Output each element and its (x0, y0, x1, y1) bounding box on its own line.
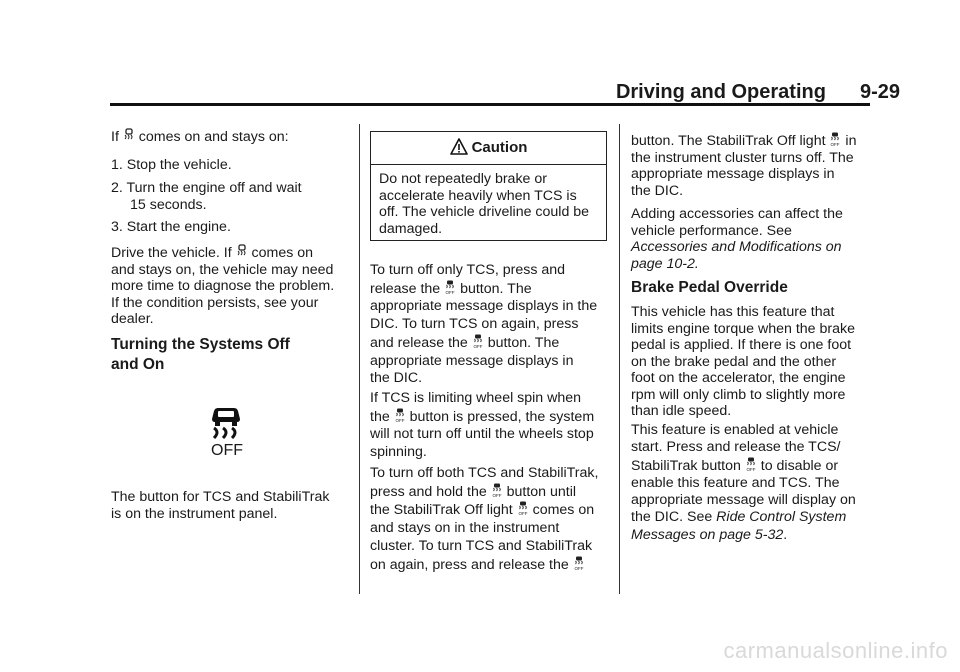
tcs-off-button-icon (445, 280, 455, 295)
tcs-off-button-icon (492, 483, 502, 498)
column-divider-right (619, 124, 620, 594)
off-label: OFF (211, 442, 243, 459)
step-1: 1. Stop the vehicle. (111, 157, 232, 173)
stabilitrak-off-light-icon (830, 132, 840, 147)
section-heading-systems-off: Turning the Systems Off and On (111, 336, 290, 373)
warning-triangle-icon (450, 135, 468, 152)
column-divider-left (359, 124, 360, 594)
page-number: 9-29 (859, 81, 900, 103)
paragraph-turn-off-both: To turn off both TCS and StabiliTrak, press and hold the OFF button until the StabiliTrak Off light OFF comes on and stays on in the instrument cluster. To turn TCS and StabiliTrak on again, press and release the OFF (370, 465, 599, 573)
paragraph-warning-light: If comes on and stays on: (111, 129, 289, 145)
section-title: Driving and Operating (615, 81, 826, 103)
paragraph-brake-override: This vehicle has this feature that limits engine torque when the brake pedal is applied. If there is one foot on the brake pedal and the other foot on the accelerator, the engine rpm will only climb to slightly more than idle speed. (631, 304, 855, 419)
tcs-off-button-icon (746, 457, 756, 472)
tcs-off-button-icon (473, 334, 483, 349)
svg-text:OFF: OFF (746, 466, 756, 472)
link-page-5-32[interactable]: Messages on page 5-32 (631, 526, 784, 543)
svg-text:OFF: OFF (473, 343, 483, 349)
section-heading-brake-override: Brake Pedal Override (631, 279, 788, 296)
paragraph-feature-enabled: This feature is enabled at vehicle start. Press and release the TCS/ StabiliTrak button OFF to disable or enable this feature and TCS. The appropriate message will display on the DIC. See Ride Control System Messages on page 5-32. (631, 422, 856, 543)
paragraph-accessories: Adding accessories can affect the vehicle performance. See Accessories and Modifications on page 10-2. (631, 206, 843, 272)
paragraph-light-turns-off: button. The StabiliTrak Off light OFF in the instrument cluster turns off. The appropriate message displays in the DIC. (631, 133, 857, 199)
header-rule (110, 103, 870, 106)
tcs-off-button-icon (574, 556, 584, 571)
caution-header (371, 132, 606, 165)
link-ride-control[interactable]: Ride Control System (716, 509, 847, 526)
paragraph-turn-off-tcs: To turn off only TCS, press and release the OFF button. The appropriate message displays in the DIC. To turn TCS on again, press and release the OFF button. The appropriate message displays in the DIC. (370, 262, 598, 387)
paragraph-drive-vehicle: Drive the vehicle. If comes on and stays on, the vehicle may need more time to diagnose the problem. If the condition persists, see your dealer. (111, 245, 335, 327)
link-page-10-2[interactable]: page 10-2. (631, 255, 699, 272)
watermark: carmanualsonline.info (723, 638, 948, 663)
stabilitrak-off-icon (209, 405, 243, 441)
paragraph-wheel-spin: If TCS is limiting wheel spin when the OFF button is pressed, the system will not turn off until the wheels stop spinning. (370, 390, 595, 461)
caution-text: Do not repeatedly brake or accelerate heavily when TCS is off. The vehicle driveline could be damaged. (379, 171, 590, 237)
caution-box (370, 131, 607, 241)
traction-control-icon (124, 128, 134, 143)
svg-text:OFF: OFF (395, 417, 405, 423)
link-accessories[interactable]: Accessories and Modifications on (631, 239, 842, 255)
svg-text:OFF: OFF (830, 142, 840, 147)
page-header (600, 81, 900, 104)
svg-text:OFF: OFF (492, 492, 502, 498)
paragraph-button-location: The button for TCS and StabiliTrak is on the instrument panel. (111, 489, 330, 522)
svg-text:OFF: OFF (574, 565, 584, 571)
step-2: 2. Turn the engine off and wait 15 seconds. (111, 180, 302, 213)
step-3: 3. Start the engine. (111, 219, 231, 235)
svg-text:OFF: OFF (445, 289, 455, 295)
svg-text:OFF: OFF (518, 511, 528, 517)
caution-title: Caution (471, 139, 528, 156)
traction-control-icon (237, 244, 247, 259)
tcs-off-button-icon (395, 408, 405, 423)
stabilitrak-off-light-icon (518, 501, 528, 516)
